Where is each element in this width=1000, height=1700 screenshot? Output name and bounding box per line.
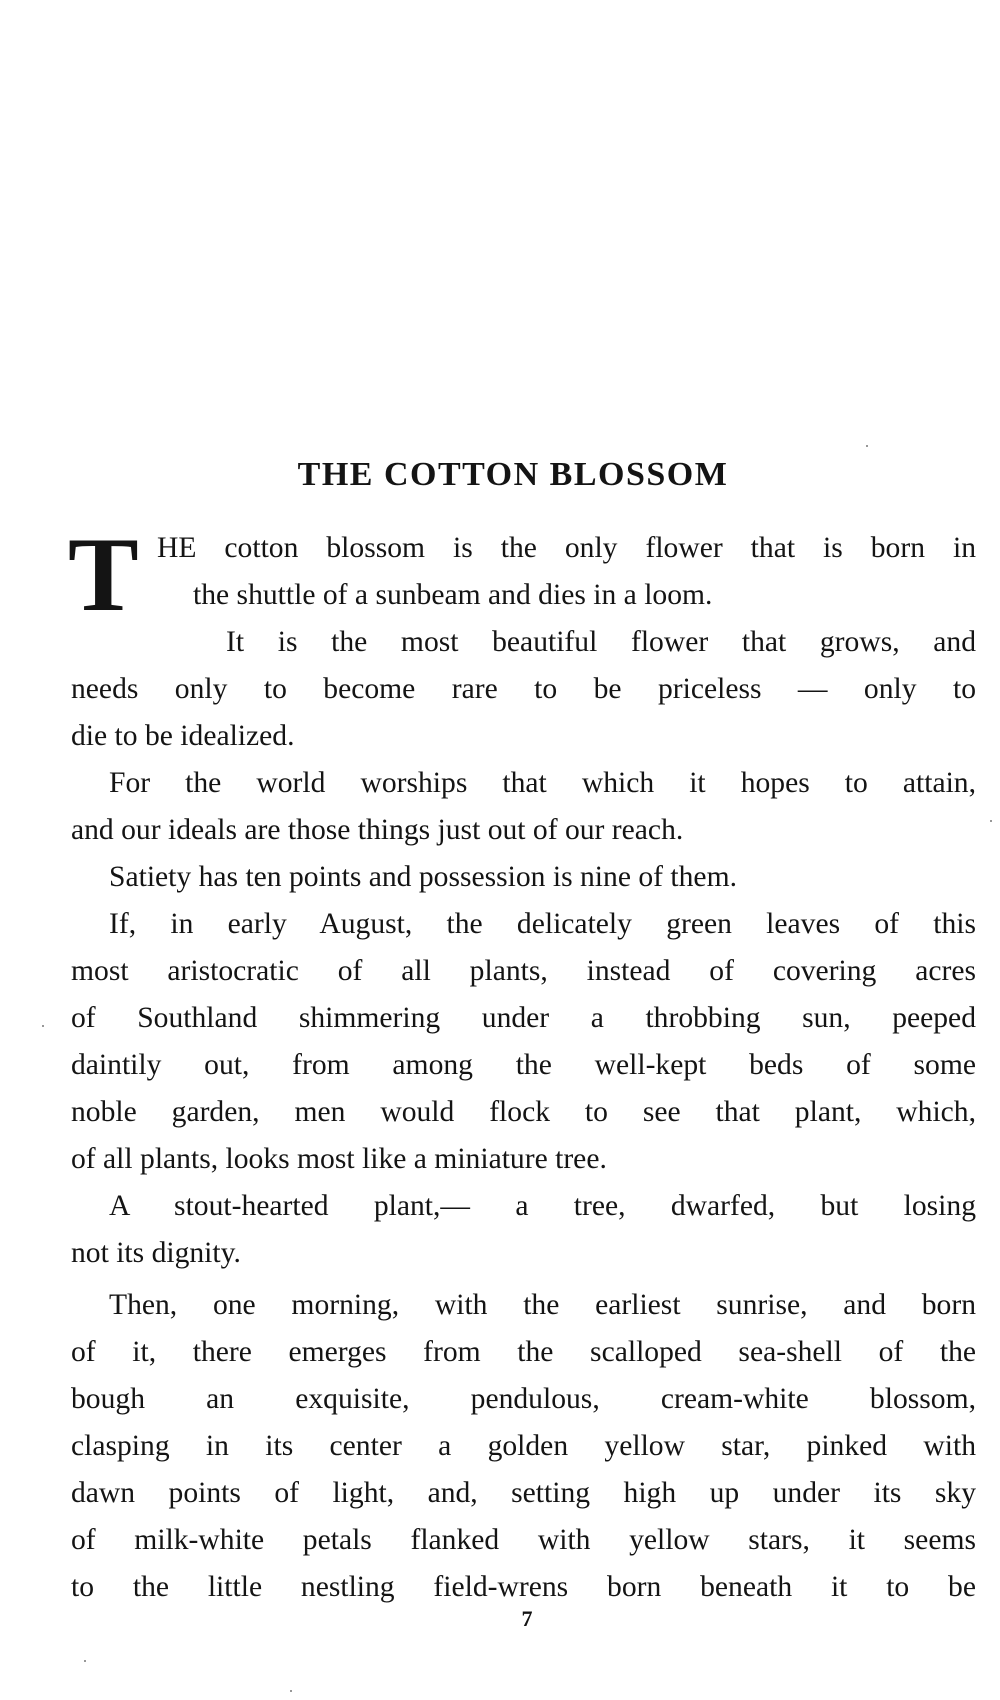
text-line: clasping in its center a golden yellow star, pinked with xyxy=(71,1430,976,1462)
text-line: bough an exquisite, pendulous, cream-white blossom, xyxy=(71,1383,976,1415)
page-number: 7 xyxy=(521,1606,533,1631)
scan-speck xyxy=(42,1025,44,1027)
text-line: noble garden, men would flock to see that plant, which, xyxy=(71,1096,976,1128)
text-line: Then, one morning, with the earliest sunrise, and born xyxy=(109,1289,976,1321)
text-line: of Southland shimmering under a throbbing sun, peeped xyxy=(71,1002,976,1034)
scan-speck xyxy=(866,445,868,447)
scan-speck xyxy=(990,820,992,822)
text-line: of it, there emerges from the scalloped sea-shell of the xyxy=(71,1336,976,1368)
opening-paragraph xyxy=(68,516,976,633)
text-line: of milk-white petals flanked with yellow stars, it seems xyxy=(71,1524,976,1556)
scan-speck xyxy=(84,1660,86,1662)
text-line: the shuttle of a sunbeam and dies in a loom. xyxy=(193,579,713,611)
text-line: A stout-hearted plant,— a tree, dwarfed, but losing xyxy=(109,1190,976,1222)
text-line: It is the most beautiful flower that grows, and xyxy=(226,626,976,658)
text-line: needs only to become rare to be priceless — only to xyxy=(71,673,976,705)
scan-speck xyxy=(290,1690,292,1692)
text-line: to the little nestling field-wrens born beneath it to be xyxy=(71,1571,976,1603)
text-line: not its dignity. xyxy=(71,1237,241,1269)
text-line: HE cotton blossom is the only flower that is born in xyxy=(157,532,976,564)
text-line: Satiety has ten points and possession is nine of them. xyxy=(109,861,737,893)
text-line: and our ideals are those things just out of our reach. xyxy=(71,814,684,846)
text-line: For the world worships that which it hopes to attain, xyxy=(109,767,976,799)
text-line: most aristocratic of all plants, instead of covering acres xyxy=(71,955,976,987)
text-line: die to be idealized. xyxy=(71,720,295,752)
text-line: If, in early August, the delicately green leaves of this xyxy=(109,908,976,940)
drop-cap: T xyxy=(68,516,139,633)
body-text xyxy=(68,516,976,1611)
text-line: dawn points of light, and, setting high up under its sky xyxy=(71,1477,976,1509)
text-line: of all plants, looks most like a miniature tree. xyxy=(71,1143,607,1175)
text-line: daintily out, from among the well-kept beds of some xyxy=(71,1049,976,1081)
page-title: THE COTTON BLOSSOM xyxy=(297,456,729,493)
